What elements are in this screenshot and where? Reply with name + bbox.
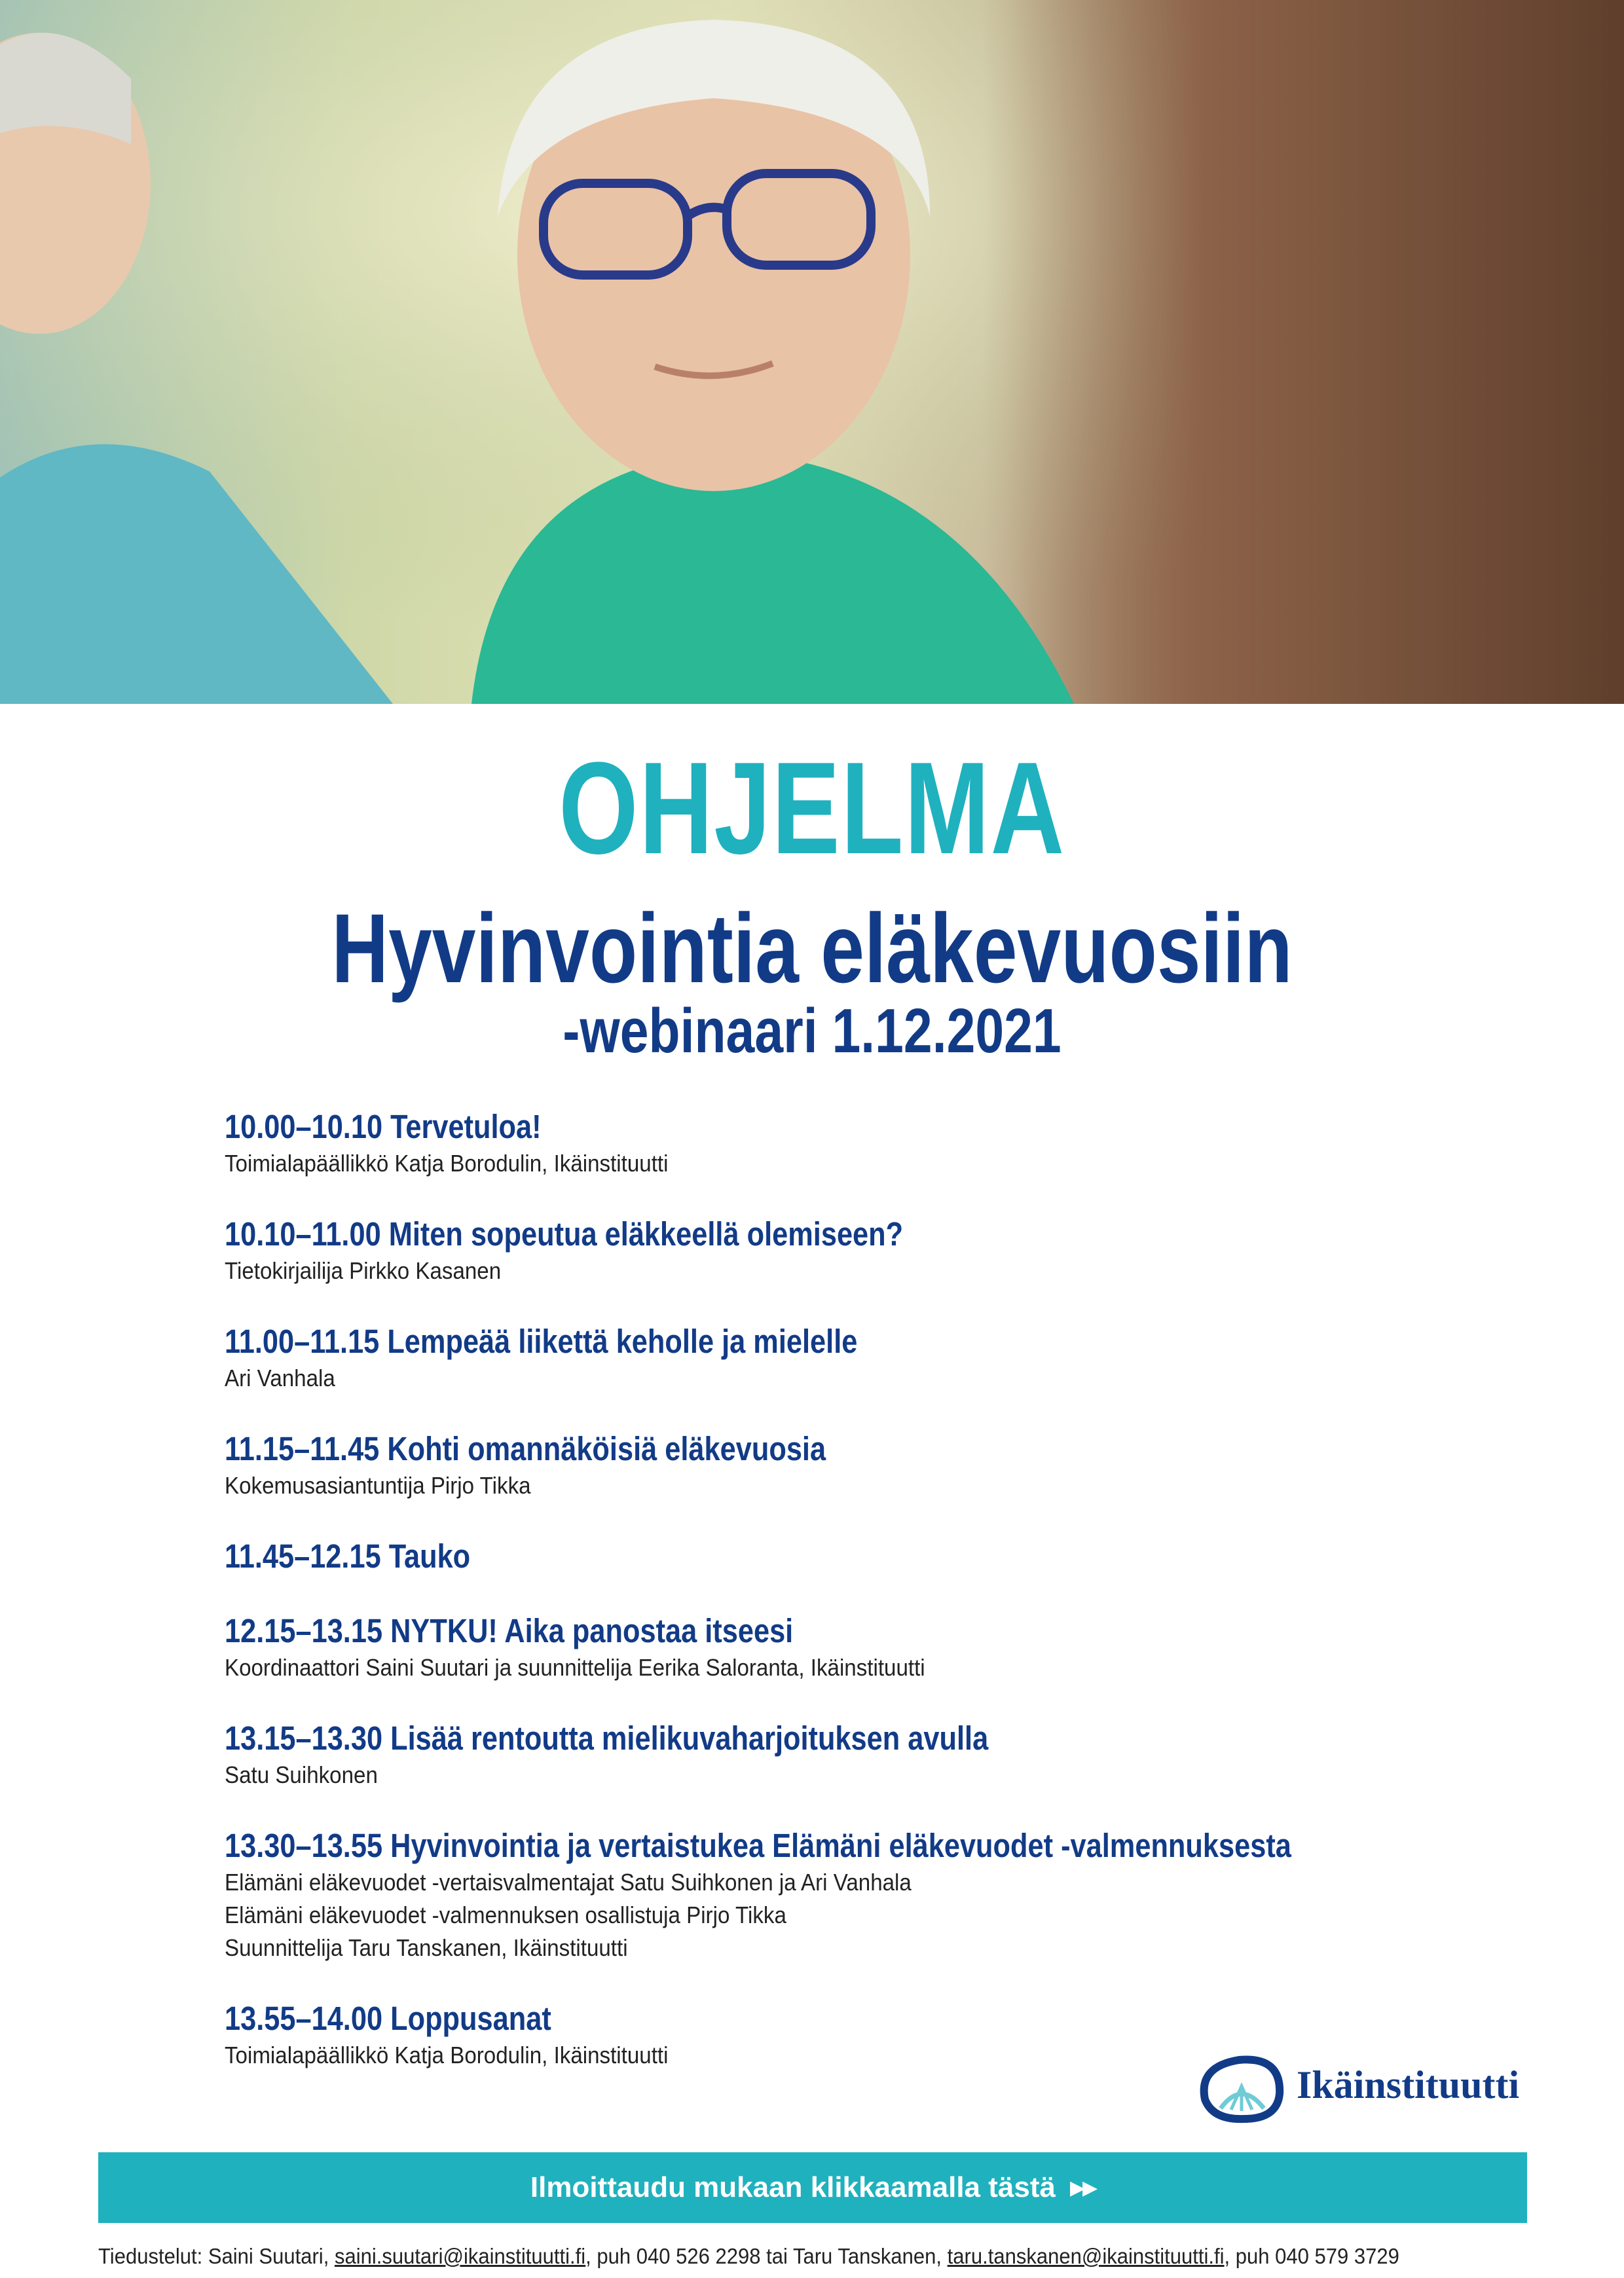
program-item-title: 12.15–13.15 NYTKU! Aika panostaa itseesi (225, 1612, 794, 1649)
program-item-speaker: Ari Vanhala (225, 1365, 335, 1391)
hero-photo-illustration (0, 0, 1624, 704)
footer-prefix: Tiedustelut: Saini Suutari, (98, 2244, 335, 2268)
register-button-label: Ilmoittaudu mukaan klikkaamalla tästä (530, 2171, 1056, 2203)
program-list (225, 1107, 1469, 2106)
email-link-saini[interactable]: saini.suutari@ikainstituutti.fi (334, 2244, 586, 2268)
double-arrow-right-icon: ▶▶ (1069, 2177, 1096, 2199)
program-item (225, 1611, 1469, 1684)
program-item-title: 10.10–11.00 Miten sopeutua eläkkeellä olemiseen? (225, 1215, 904, 1253)
program-item (225, 1826, 1469, 1964)
page-title: OHJELMA (559, 735, 1065, 881)
program-item-speaker: Tietokirjailija Pirkko Kasanen (225, 1257, 502, 1284)
program-item-title: 13.55–14.00 Loppusanat (225, 2000, 551, 2037)
program-item (225, 1718, 1469, 1791)
program-item-title: 11.15–11.45 Kohti omannäköisiä eläkevuosia (225, 1430, 826, 1467)
register-button[interactable] (98, 2152, 1527, 2223)
program-item-speaker: Elämäni eläkevuodet -vertaisvalmentajat Satu Suihkonen ja Ari Vanhala (225, 1869, 912, 1896)
program-item-title: 11.45–12.15 Tauko (225, 1537, 471, 1575)
program-item-speaker: Elämäni eläkevuodet -valmennuksen osallistuja Pirjo Tikka (225, 1901, 786, 1928)
shell-logo-icon (1193, 2048, 1291, 2127)
program-item (225, 1429, 1469, 1502)
hero-photo (0, 0, 1624, 704)
program-item (225, 1321, 1469, 1395)
contact-footer (98, 2242, 1452, 2271)
program-item-speaker: Koordinaattori Saini Suutari ja suunnittelija Eerika Saloranta, Ikäinstituutti (225, 1654, 925, 1681)
footer-middle: , puh 040 526 2298 tai Taru Tanskanen, (585, 2244, 948, 2268)
program-item (225, 1536, 1469, 1577)
program-item (225, 1107, 1469, 1180)
program-item-speaker: Toimialapäällikkö Katja Borodulin, Ikäinstituutti (225, 2042, 669, 2068)
program-item-speaker: Toimialapäällikkö Katja Borodulin, Ikäinstituutti (225, 1150, 669, 1177)
email-link-taru[interactable]: taru.tanskanen@ikainstituutti.fi (947, 2244, 1225, 2268)
event-date: -webinaari 1.12.2021 (563, 996, 1061, 1066)
program-item-title: 10.00–10.10 Tervetuloa! (225, 1108, 542, 1145)
program-item-speaker: Kokemusasiantuntija Pirjo Tikka (225, 1472, 531, 1499)
logo-text: Ikäinstituutti (1297, 2063, 1520, 2106)
footer-suffix: , puh 040 579 3729 (1224, 2244, 1399, 2268)
program-item-speaker: Satu Suihkonen (225, 1761, 378, 1788)
program-item-title: 13.15–13.30 Lisää rentoutta mielikuvaharjoituksen avulla (225, 1719, 989, 1757)
program-item (225, 1214, 1469, 1287)
ikainstituutti-logo (1193, 2048, 1534, 2127)
program-item-title: 13.30–13.55 Hyvinvointia ja vertaistukea Elämäni eläkevuodet -valmennuksesta (225, 1827, 1291, 1864)
program-item-title: 11.00–11.15 Lempeää liikettä keholle ja mielelle (225, 1323, 858, 1360)
page-subtitle: Hyvinvointia eläkevuosiin (331, 893, 1293, 1003)
program-item-speaker: Suunnittelija Taru Tanskanen, Ikäinstituutti (225, 1934, 628, 1961)
